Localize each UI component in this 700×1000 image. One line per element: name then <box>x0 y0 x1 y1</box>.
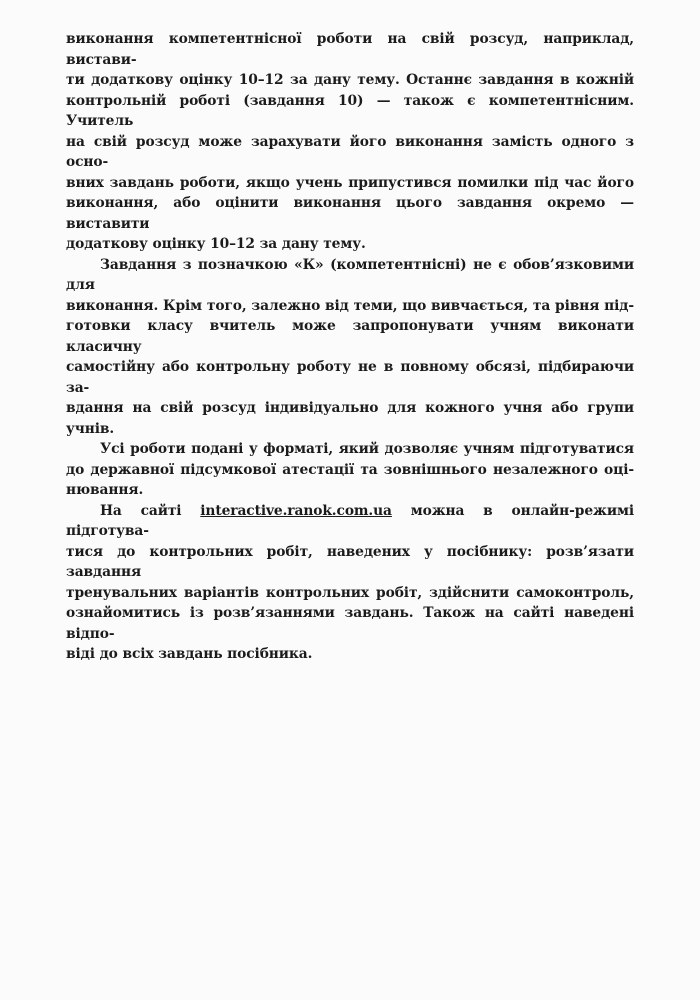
text-line: тренувальних варіантів контрольних робіт, здійснити самоконтроль, <box>66 584 634 601</box>
text-line: тися до контрольних робіт, наведених у посібнику: розв’язати завдання <box>66 543 634 580</box>
text-segment: можна в онлайн-режимі підготува- <box>66 502 634 539</box>
text-line: вних завдань роботи, якщо учень припустився помилки під час його <box>66 174 634 191</box>
text-line: до державної підсумкової атестації та зовнішнього незалежного оці- <box>66 461 634 478</box>
paragraph <box>66 255 634 440</box>
paragraph <box>66 501 634 665</box>
text-line: Завдання з позначкою «К» (компетентнісні) не є обов’язковими для <box>66 256 634 293</box>
text-line: Усі роботи подані у форматі, який дозволяє учням підготуватися <box>100 441 634 457</box>
text-line: виконання. Крім того, залежно від теми, що вивчається, та рівня під- <box>66 297 634 314</box>
paragraph <box>66 439 634 501</box>
ranok-site-link[interactable]: interactive.ranok.com.ua <box>200 502 392 519</box>
text-line <box>66 501 634 542</box>
text-line: самостійну або контрольну роботу не в повному обсязі, підбираючи за- <box>66 359 634 396</box>
text-line: ти додаткову оцінку 10–12 за дану тему. Останнє завдання в кожній <box>66 72 634 88</box>
text-segment: На сайті <box>100 502 201 519</box>
text-line: на свій розсуд може зарахувати його виконання замість одного з осно- <box>66 133 634 170</box>
text-line: нювання. <box>66 482 144 498</box>
paragraph <box>66 29 634 255</box>
text-block <box>66 29 634 665</box>
text-line: вдання на свій розсуд індивідуально для кожного учня або групи учнів. <box>66 400 634 437</box>
text-line: контрольній роботі (завдання 10) — також є компетентнісним. Учитель <box>66 92 634 129</box>
text-line: ознайомитись із розв’язаннями завдань. Також на сайті наведені відпо- <box>66 605 634 642</box>
text-line: виконання, або оцінити виконання цього завдання окремо — виставити <box>66 195 634 232</box>
text-line: виконання компетентнісної роботи на свій розсуд, наприклад, вистави- <box>66 31 634 68</box>
text-line: готовки класу вчитель може запропонувати учням виконати класичну <box>66 318 634 355</box>
text-line: віді до всіх завдань посібника. <box>66 646 313 662</box>
text-line: додаткову оцінку 10–12 за дану тему. <box>66 236 366 252</box>
